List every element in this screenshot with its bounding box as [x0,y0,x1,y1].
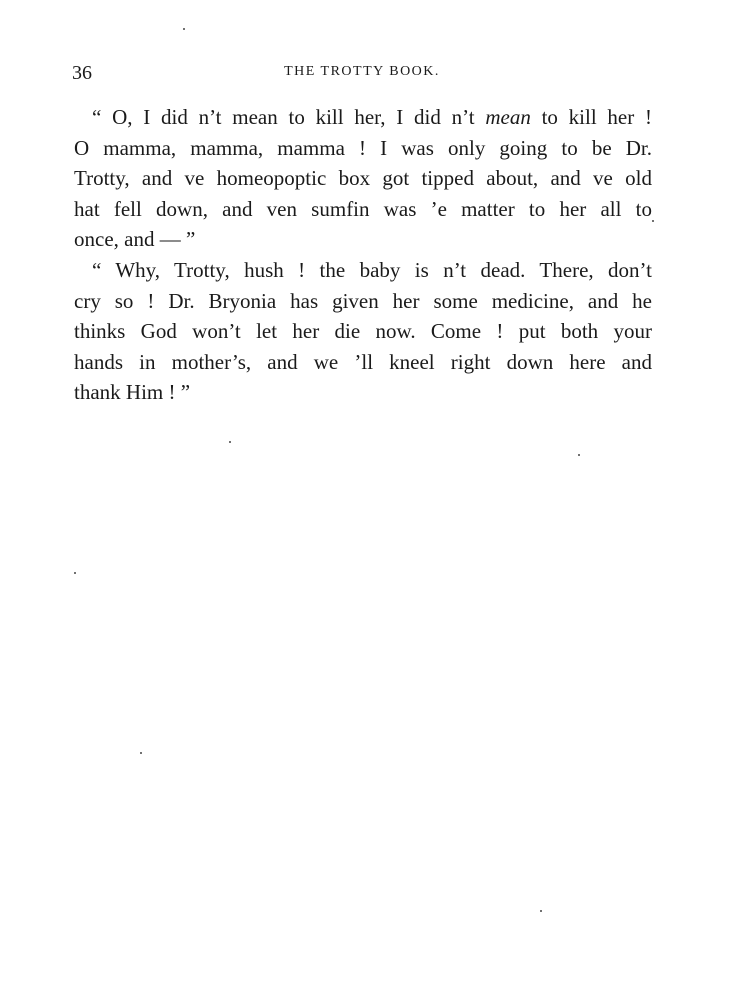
text-line: “ O, I did n’t mean to kill her, I did n’t mean to kill her ! [92,105,652,129]
print-speck [578,454,580,456]
print-speck [229,441,231,443]
body-text [74,102,652,408]
text-line: thinks God won’t let her die now. Come ! put both your [74,319,652,344]
text-line: hands in mother’s, and we ’ll kneel right down here and [74,349,652,374]
paragraph-1 [74,102,652,255]
emphasis: mean [485,105,531,129]
text-line: hat fell down, and ven sumfin was ’e matter to her all to [74,196,652,221]
text-line: cry so ! Dr. Bryonia has given her some medicine, and he [74,288,652,313]
print-speck [74,572,76,574]
text-line: “ Why, Trotty, hush ! the baby is n’t dead. There, don’t [92,257,652,282]
page-header [72,62,652,86]
print-speck [540,910,542,912]
text-line: Trotty, and ve homeopoptic box got tipped about, and ve old [74,166,652,191]
page-number: 36 [72,62,92,84]
print-speck [652,220,654,222]
text-line: O mamma, mamma, mamma ! I was only going to be Dr. [74,135,652,160]
running-head: THE TROTTY BOOK. [284,64,440,79]
paragraph-2 [74,255,652,408]
text-line: thank Him ! ” [74,380,191,405]
print-speck [140,752,142,754]
print-speck [183,28,185,30]
text-line: once, and — ” [74,227,196,252]
